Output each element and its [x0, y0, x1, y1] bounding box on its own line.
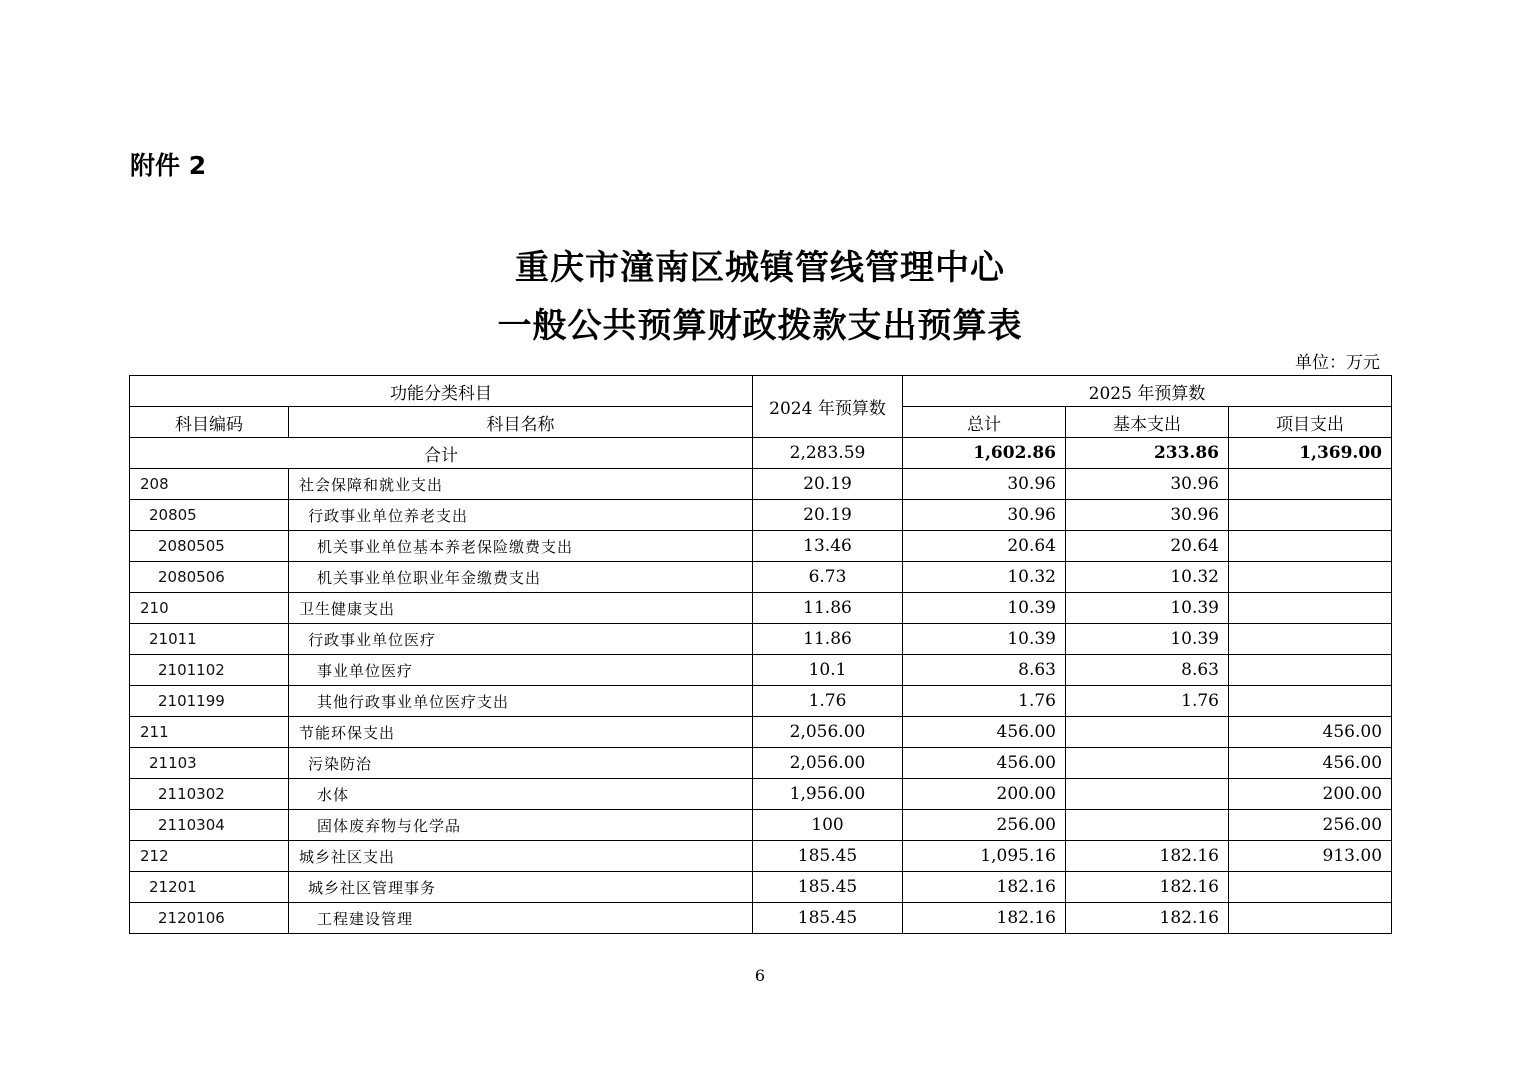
- sum-label: 合计: [130, 438, 753, 469]
- row-total: 182.16: [903, 872, 1066, 903]
- row-budget-2024: 185.45: [753, 903, 903, 934]
- sum-basic: 233.86: [1066, 438, 1229, 469]
- row-project: [1229, 655, 1392, 686]
- row-basic: 182.16: [1066, 872, 1229, 903]
- row-code: 211: [130, 717, 289, 748]
- row-budget-2024: 2,056.00: [753, 748, 903, 779]
- sum-project: 1,369.00: [1229, 438, 1392, 469]
- row-name: 行政事业单位医疗: [289, 624, 753, 655]
- table-row: [130, 717, 1392, 748]
- row-budget-2024: 20.19: [753, 469, 903, 500]
- row-name: 卫生健康支出: [289, 593, 753, 624]
- row-code: 20805: [130, 500, 289, 531]
- table-row: [130, 686, 1392, 717]
- row-total: 456.00: [903, 717, 1066, 748]
- table-row: [130, 872, 1392, 903]
- row-code: 2101102: [130, 655, 289, 686]
- row-code: 2120106: [130, 903, 289, 934]
- row-total: 10.32: [903, 562, 1066, 593]
- row-project: [1229, 872, 1392, 903]
- header-row-1: [130, 376, 1392, 407]
- row-basic: 10.39: [1066, 624, 1229, 655]
- header-project: 项目支出: [1229, 407, 1392, 438]
- header-total: 总计: [903, 407, 1066, 438]
- row-budget-2024: 185.45: [753, 841, 903, 872]
- row-total: 200.00: [903, 779, 1066, 810]
- row-project: [1229, 624, 1392, 655]
- table-row: [130, 903, 1392, 934]
- row-basic: [1066, 717, 1229, 748]
- table-row: [130, 810, 1392, 841]
- header-code: 科目编码: [130, 407, 289, 438]
- table-row: [130, 562, 1392, 593]
- table-row: [130, 531, 1392, 562]
- row-code: 2110302: [130, 779, 289, 810]
- row-project: [1229, 562, 1392, 593]
- attachment-label: 附件 2: [130, 151, 207, 180]
- row-total: 10.39: [903, 624, 1066, 655]
- row-budget-2024: 11.86: [753, 624, 903, 655]
- row-name: 行政事业单位养老支出: [289, 500, 753, 531]
- page-number: 6: [754, 966, 766, 985]
- row-project: 200.00: [1229, 779, 1392, 810]
- header-basic: 基本支出: [1066, 407, 1229, 438]
- row-project: [1229, 593, 1392, 624]
- row-budget-2024: 6.73: [753, 562, 903, 593]
- row-budget-2024: 1.76: [753, 686, 903, 717]
- row-budget-2024: 20.19: [753, 500, 903, 531]
- table-row: [130, 500, 1392, 531]
- row-name: 城乡社区支出: [289, 841, 753, 872]
- table-row: [130, 748, 1392, 779]
- row-project: 256.00: [1229, 810, 1392, 841]
- row-basic: [1066, 810, 1229, 841]
- header-name: 科目名称: [289, 407, 753, 438]
- table-row: [130, 655, 1392, 686]
- row-basic: [1066, 779, 1229, 810]
- row-budget-2024: 2,056.00: [753, 717, 903, 748]
- row-basic: 1.76: [1066, 686, 1229, 717]
- row-basic: 30.96: [1066, 500, 1229, 531]
- row-budget-2024: 1,956.00: [753, 779, 903, 810]
- budget-table: [129, 375, 1392, 934]
- row-code: 21201: [130, 872, 289, 903]
- row-budget-2024: 10.1: [753, 655, 903, 686]
- row-project: 913.00: [1229, 841, 1392, 872]
- row-code: 212: [130, 841, 289, 872]
- row-basic: 10.32: [1066, 562, 1229, 593]
- row-project: [1229, 531, 1392, 562]
- row-total: 8.63: [903, 655, 1066, 686]
- sum-total: 1,602.86: [903, 438, 1066, 469]
- row-budget-2024: 185.45: [753, 872, 903, 903]
- row-project: [1229, 686, 1392, 717]
- row-name: 其他行政事业单位医疗支出: [289, 686, 753, 717]
- row-total: 30.96: [903, 500, 1066, 531]
- row-budget-2024: 100: [753, 810, 903, 841]
- row-name: 城乡社区管理事务: [289, 872, 753, 903]
- row-basic: 8.63: [1066, 655, 1229, 686]
- sum-row: [130, 438, 1392, 469]
- row-basic: 10.39: [1066, 593, 1229, 624]
- row-total: 10.39: [903, 593, 1066, 624]
- header-budget-2024: 2024 年预算数: [753, 376, 903, 438]
- unit-label: 单位：万元: [1295, 353, 1380, 373]
- row-name: 水体: [289, 779, 753, 810]
- row-code: 21103: [130, 748, 289, 779]
- row-name: 事业单位医疗: [289, 655, 753, 686]
- sum-budget-2024: 2,283.59: [753, 438, 903, 469]
- document-title-line2: 一般公共预算财政拨款支出预算表: [497, 306, 1023, 346]
- header-budget-2025: 2025 年预算数: [903, 376, 1392, 407]
- row-name: 固体废弃物与化学品: [289, 810, 753, 841]
- row-name: 机关事业单位基本养老保险缴费支出: [289, 531, 753, 562]
- row-budget-2024: 11.86: [753, 593, 903, 624]
- row-project: [1229, 500, 1392, 531]
- row-name: 节能环保支出: [289, 717, 753, 748]
- row-code: 210: [130, 593, 289, 624]
- row-code: 208: [130, 469, 289, 500]
- row-name: 污染防治: [289, 748, 753, 779]
- row-total: 456.00: [903, 748, 1066, 779]
- document-title-line1: 重庆市潼南区城镇管线管理中心: [515, 248, 1005, 288]
- row-code: 2080505: [130, 531, 289, 562]
- row-code: 2101199: [130, 686, 289, 717]
- table-row: [130, 624, 1392, 655]
- row-basic: [1066, 748, 1229, 779]
- row-total: 1.76: [903, 686, 1066, 717]
- header-func-class: 功能分类科目: [130, 376, 753, 407]
- row-project: [1229, 903, 1392, 934]
- row-basic: 20.64: [1066, 531, 1229, 562]
- row-name: 社会保障和就业支出: [289, 469, 753, 500]
- row-basic: 30.96: [1066, 469, 1229, 500]
- row-project: [1229, 469, 1392, 500]
- row-code: 21011: [130, 624, 289, 655]
- row-code: 2080506: [130, 562, 289, 593]
- row-total: 1,095.16: [903, 841, 1066, 872]
- row-total: 20.64: [903, 531, 1066, 562]
- row-total: 182.16: [903, 903, 1066, 934]
- row-name: 机关事业单位职业年金缴费支出: [289, 562, 753, 593]
- row-code: 2110304: [130, 810, 289, 841]
- table-row: [130, 593, 1392, 624]
- table-row: [130, 469, 1392, 500]
- row-project: 456.00: [1229, 717, 1392, 748]
- row-total: 30.96: [903, 469, 1066, 500]
- row-basic: 182.16: [1066, 903, 1229, 934]
- row-name: 工程建设管理: [289, 903, 753, 934]
- row-basic: 182.16: [1066, 841, 1229, 872]
- row-project: 456.00: [1229, 748, 1392, 779]
- table-row: [130, 779, 1392, 810]
- table-row: [130, 841, 1392, 872]
- row-budget-2024: 13.46: [753, 531, 903, 562]
- row-total: 256.00: [903, 810, 1066, 841]
